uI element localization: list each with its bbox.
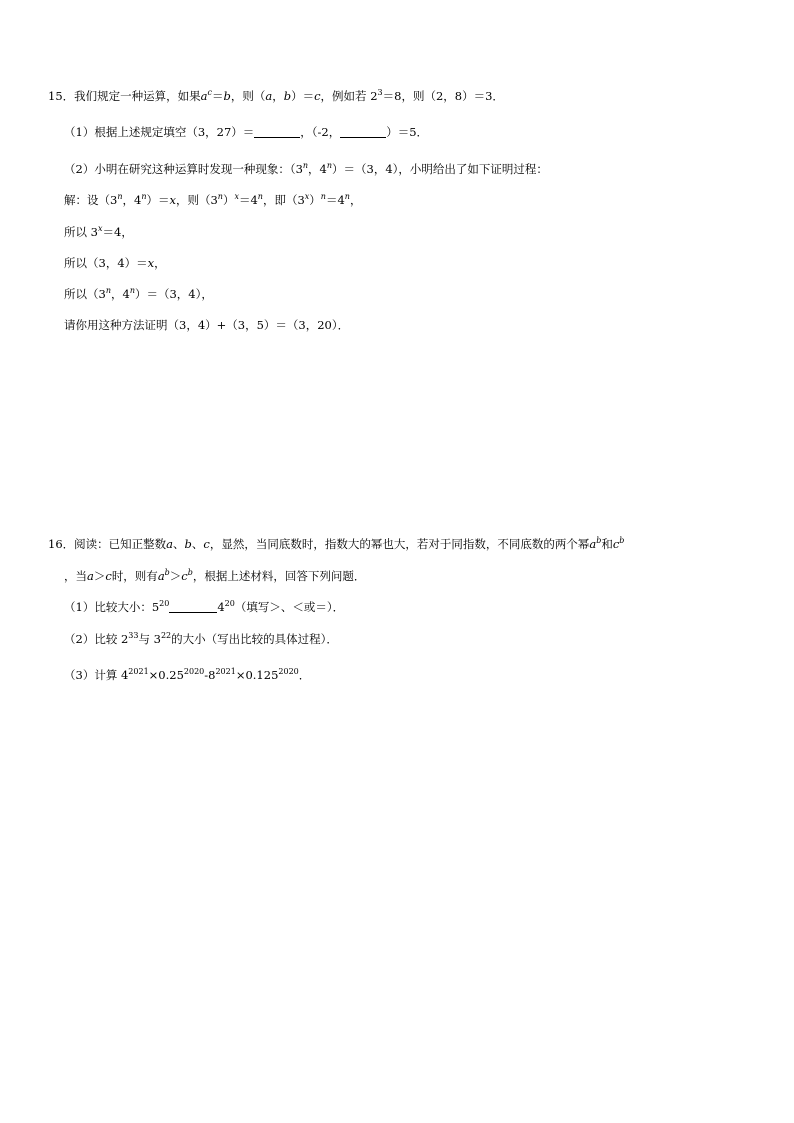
q15-so-line-3: 所以（3$^n$，$4^n)=(3$，4）， [64, 286, 213, 301]
q16-intro: 16．阅读：已知正整数a、b、c，显然，当同底数时，指数大的幂也大，若对于同指数，不同底数的两个幂$a^b$和$c^b$ [48, 536, 625, 551]
answer-blank-2[interactable] [340, 125, 386, 138]
q15-intro: 15．我们规定一种运算，如果$a^c=b$，则（a，b）＝c，例如若 $2^3=8$，则（2，8）＝3． [48, 88, 504, 103]
q16-part3: （3）计算 $4^{2021}\times 0.25^{2020}-8^{2021}\times 0.125^{2020}$． [64, 667, 311, 682]
q15-so-line-2: 所以（3，4）＝x， [64, 256, 166, 270]
q16-intro-line-2: ，当a＞c时，则有$a^b>c^b$，根据上述材料，回答下列问题． [64, 568, 366, 583]
q16-number: 16． [48, 537, 75, 551]
q15-prove-prompt: 请你用这种方法证明（3，4）+（3，5）＝（3，20）． [64, 318, 350, 332]
q15-part2: （2）小明在研究这种运算时发现一种现象：（3$^n$，$4^n)=(3$，4），小明给出了如下证明过程： [64, 161, 548, 176]
q16-part1: （1）比较大小：$5^{20}$ $4^{20}$（填写＞、＜或＝）． [64, 599, 345, 614]
q15-solution-line: 解：设（3$^n$，$4^n)=x$，则$(3^n)^x=4^n$，即$(3^x)^n=4^n$， [64, 192, 362, 207]
q15-part1: （1）根据上述规定填空（3，27）＝ ，（-2， ）＝5． [64, 125, 429, 139]
answer-blank-3[interactable] [169, 600, 217, 613]
q15-so-line-1: 所以 $3^x=4$， [64, 224, 133, 239]
answer-blank-1[interactable] [254, 125, 300, 138]
q15-number: 15． [48, 89, 75, 103]
q16-part2: （2）比较 $2^{33}$与 $3^{22}$的大小（写出比较的具体过程）． [64, 631, 338, 646]
